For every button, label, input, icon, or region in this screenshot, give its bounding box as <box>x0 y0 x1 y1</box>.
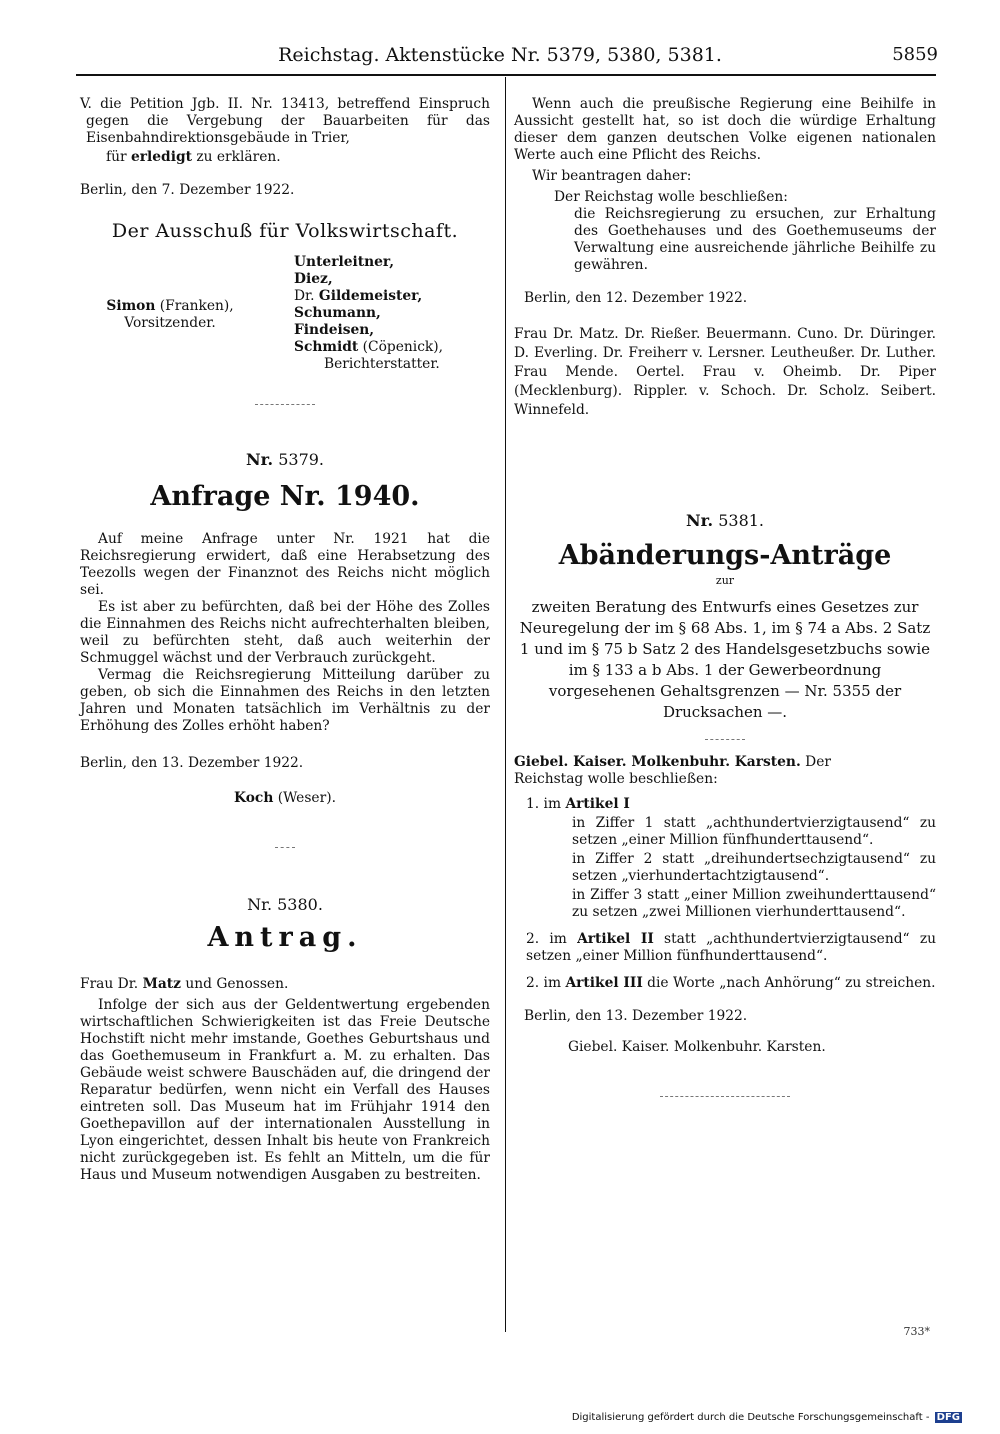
motion-paragraph-1: Infolge der sich aus der Geldentwertung ergebenden wirtschaftlichen Schwierigkeiten ist das Freie Deutsche Hochstift nicht mehr imstande, Goethes Geburtshaus und das Goethemuseum in Frankfurt a. M. zu erhalten. Das Gebäude weist schwere Bauschäden auf, die dringend der Reparatur bedürfen, wenn nicht ein Verfall des Hauses eintreten soll. Das Museum hat im Frühjahr 1914 den Goethepavillon auf der internationalen Ausstellung in Lyon eingerichtet, dessen Inhalt bis heute von Frankreich nicht zurückgegeben ist. Es fehlt an Mitteln, um die für Haus und Museum notwendigen Ausgaben zu bestreiten. <box>80 997 490 1183</box>
section-title-5381: Abänderungs-Anträge <box>558 540 892 571</box>
amendment-item-1: 1. im Artikel I <box>526 796 630 812</box>
amendment-movers-line: Giebel. Kaiser. Molkenbuhr. Karsten. Der <box>514 754 831 770</box>
section-rule <box>275 847 295 848</box>
page-number: 5859 <box>892 44 938 65</box>
amendment-item-1-sub-1: in Ziffer 1 statt „achthundertvierzigtausend“ zu setzen „einer Million fünfhunderttausend“. <box>572 815 936 848</box>
left-column <box>80 96 490 1184</box>
amendment-signers: Giebel. Kaiser. Molkenbuhr. Karsten. <box>568 1039 826 1055</box>
column-divider <box>505 77 506 1332</box>
amendment-item-3: 2. im Artikel III die Worte „nach Anhörung“ zu streichen. <box>526 975 936 991</box>
petition-date: Berlin, den 7. Dezember 1922. <box>80 182 295 198</box>
amendment-subtitle: zweiten Beratung des Entwurfs eines Gesetzes zur Neuregelung der im § 68 Abs. 1, im § 74 a Abs. 2 Satz 1 und im § 75 b Satz 2 des Handelsgesetzbuchs sowie im § 133 a b Abs. 1 der Gewerbeordnung vorgesehenen Gehaltsgrenzen — Nr. 5355 der Drucksachen —. <box>519 598 931 721</box>
dfg-logo: DFG <box>936 1412 960 1423</box>
chair-block: Simon (Franken), Vorsitzender. <box>106 298 234 331</box>
section-title-5380: Antrag. <box>207 922 363 953</box>
section-number-5379: Nr. 5379. <box>245 450 325 469</box>
motion-signers: Frau Dr. Matz. Dr. Rießer. Beuermann. Cuno. Dr. Düringer. D. Everling. Dr. Freiherr v. Lersner. Leutheußer. Dr. Luther. Frau Mende. Oertel. Frau v. Oheimb. Dr. Piper (Mecklenburg). Rippler. v. Schoch. Dr. Scholz. Seibert. Winnefeld. <box>514 326 936 418</box>
section-zur: zur <box>715 574 735 587</box>
section-rule <box>660 1096 790 1097</box>
motion-resolve: Der Reichstag wolle beschließen: <box>554 189 788 205</box>
inquiry-date: Berlin, den 13. Dezember 1922. <box>80 755 304 771</box>
members-block: Unterleitner, Diez, Dr. Gildemeister, Schumann, Findeisen, Schmidt (Cöpenick), Berichterstatter. <box>294 254 444 372</box>
petition-item: V. die Petition Jgb. II. Nr. 13413, betreffend Einspruch gegen die Vergebung der Bauarbeiten für das Eisenbahndirektionsgebäude in Trier, <box>80 96 490 146</box>
petition-result: für erledigt zu erklären. <box>106 149 281 165</box>
committee-name: Der Ausschuß für Volkswirtschaft. <box>111 220 459 242</box>
right-column <box>514 96 936 1097</box>
motion-request: Wir beantragen daher: <box>532 168 692 184</box>
section-title-5379: Anfrage Nr. 1940. <box>150 481 420 512</box>
section-number-5381: Nr. 5381. <box>685 511 765 530</box>
sheet-mark: 733* <box>903 1325 930 1338</box>
amendment-item-1-sub-3: in Ziffer 3 statt „einer Million zweihunderttausend“ zu setzen „zwei Millionen vierhunderttausend“. <box>572 887 936 920</box>
motion-paragraph-2: Wenn auch die preußische Regierung eine Beihilfe in Aussicht gestellt hat, so ist doch die würdige Erhaltung dieser dem ganzen deutschen Volke eigenen nationalen Werte auch eine Pflicht des Reichs. <box>514 96 936 163</box>
motion-movers: Frau Dr. Matz und Genossen. <box>80 976 289 992</box>
committee-signatures <box>80 254 490 384</box>
motion-date: Berlin, den 12. Dezember 1922. <box>524 290 748 306</box>
amendment-resolve: Reichstag wolle beschließen: <box>514 771 718 787</box>
running-title: Reichstag. Aktenstücke Nr. 5379, 5380, 5381. <box>278 44 722 66</box>
inquiry-paragraph-1: Auf meine Anfrage unter Nr. 1921 hat die Reichsregierung erwidert, daß eine Herabsetzung des Teezolls wegen der Finanznot des Reichs nicht möglich sei. <box>80 531 490 598</box>
section-rule <box>255 404 315 405</box>
amendment-item-2: 2. im Artikel II statt „achthundertvierzigtausend“ zu setzen „einer Million fünfhunderttausend“. <box>526 931 936 964</box>
amendment-item-1-sub-2: in Ziffer 2 statt „dreihundertsechzigtausend“ zu setzen „vierhundertachtzigtausend“. <box>572 851 936 884</box>
inquiry-paragraph-3: Vermag die Reichsregierung Mitteilung darüber zu geben, ob sich die Einnahmen des Reichs in den letzten Jahren und Monaten tatsächlich im Verhältnis zu der Erhöhung des Zolles erhöht haben? <box>80 667 490 734</box>
motion-text: die Reichsregierung zu ersuchen, zur Erhaltung des Goethehauses und des Goethemuseums der Verwaltung eine ausreichende jährliche Beihilfe zu gewähren. <box>574 206 936 273</box>
inquiry-signature: Koch (Weser). <box>234 790 336 806</box>
header-rule <box>76 74 936 76</box>
section-rule <box>705 739 745 740</box>
credit-text: Digitalisierung gefördert durch die Deutsche Forschungsgemeinschaft - <box>571 1412 930 1423</box>
dfg-credit <box>572 1412 962 1423</box>
section-number-5380: Nr. 5380. <box>247 895 323 914</box>
inquiry-paragraph-2: Es ist aber zu befürchten, daß bei der Höhe des Zolles die Einnahmen des Reichs nicht aufrechterhalten bleiben, weil zu befürchten steht, daß auch weiterhin der Schmuggel wächst und der Verbrauch zurückgeht. <box>80 599 490 666</box>
amendment-date: Berlin, den 13. Dezember 1922. <box>524 1008 748 1024</box>
